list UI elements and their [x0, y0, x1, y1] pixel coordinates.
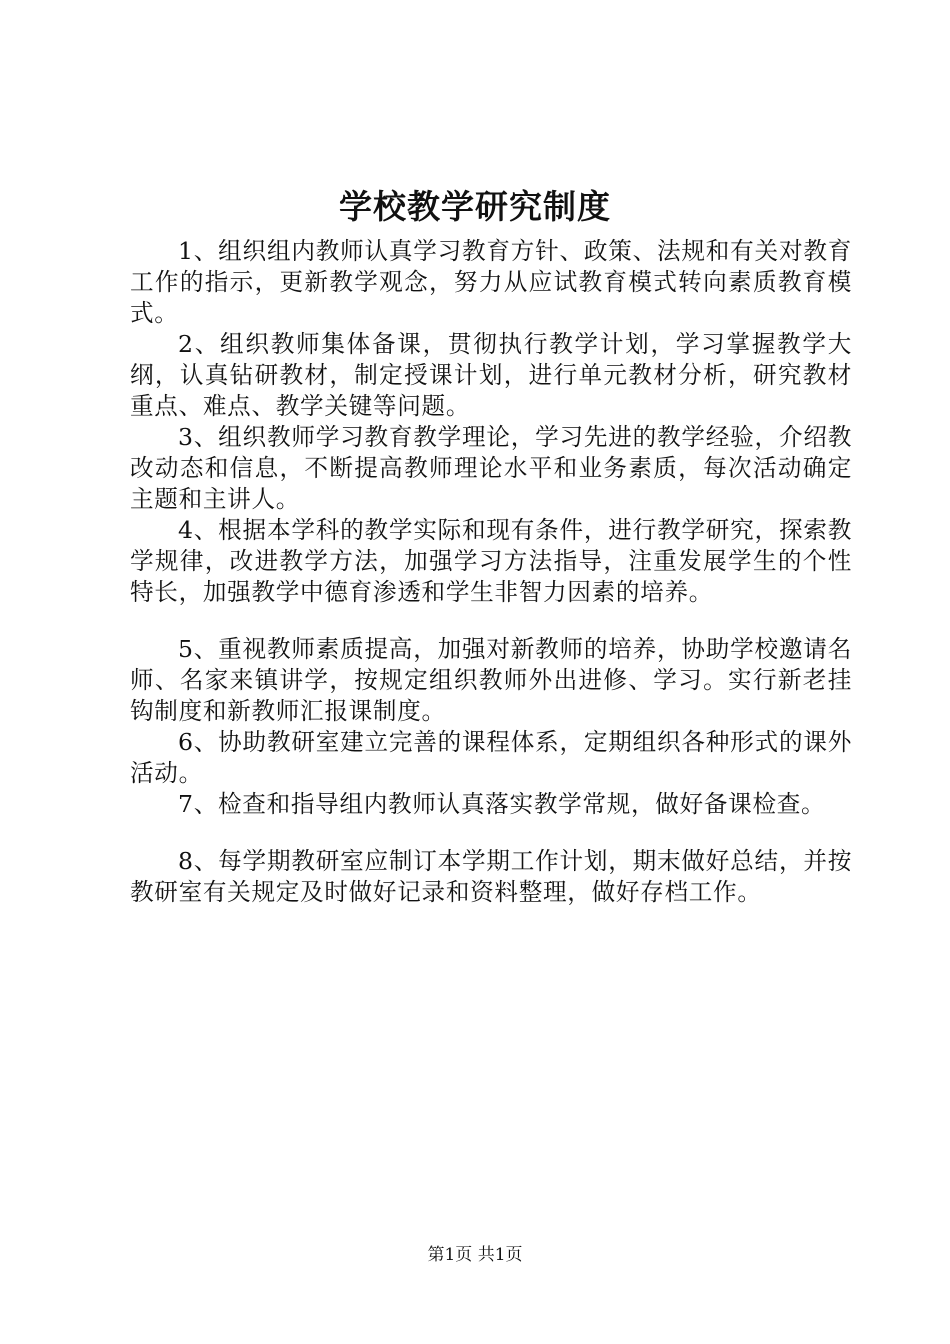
paragraph-2: 2、组织教师集体备课，贯彻执行教学计划，学习掌握教学大纲，认真钻研教材，制定授课计划，进行单元教材分析，研究教材重点、难点、教学关键等问题。 — [130, 330, 852, 420]
paragraph-6: 6、协助教研室建立完善的课程体系，定期组织各种形式的课外活动。 — [130, 728, 852, 787]
paragraph-8: 8、每学期教研室应制订本学期工作计划，期末做好总结，并按教研室有关规定及时做好记录和资料整理，做好存档工作。 — [130, 847, 852, 906]
paragraph-3: 3、组织教师学习教育教学理论，学习先进的教学经验，介绍教改动态和信息，不断提高教师理论水平和业务素质，每次活动确定主题和主讲人。 — [130, 423, 852, 513]
paragraph-7: 7、检查和指导组内教师认真落实教学常规，做好备课检查。 — [178, 790, 826, 818]
document-body — [130, 236, 852, 908]
paragraph-4: 4、根据本学科的教学实际和现有条件，进行教学研究，探索教学规律，改进教学方法，加强学习方法指导，注重发展学生的个性特长，加强教学中德育渗透和学生非智力因素的培养。 — [130, 516, 852, 606]
page-footer: 第1页 共1页 — [427, 1245, 523, 1265]
document-title: 学校教学研究制度 — [339, 187, 611, 226]
paragraph-5: 5、重视教师素质提高，加强对新教师的培养，协助学校邀请名师、名家来镇讲学，按规定组织教师外出进修、学习。实行新老挂钩制度和新教师汇报课制度。 — [130, 635, 852, 725]
paragraph-1: 1、组织组内教师认真学习教育方针、政策、法规和有关对教育工作的指示，更新教学观念，努力从应试教育模式转向素质教育模式。 — [130, 237, 852, 327]
